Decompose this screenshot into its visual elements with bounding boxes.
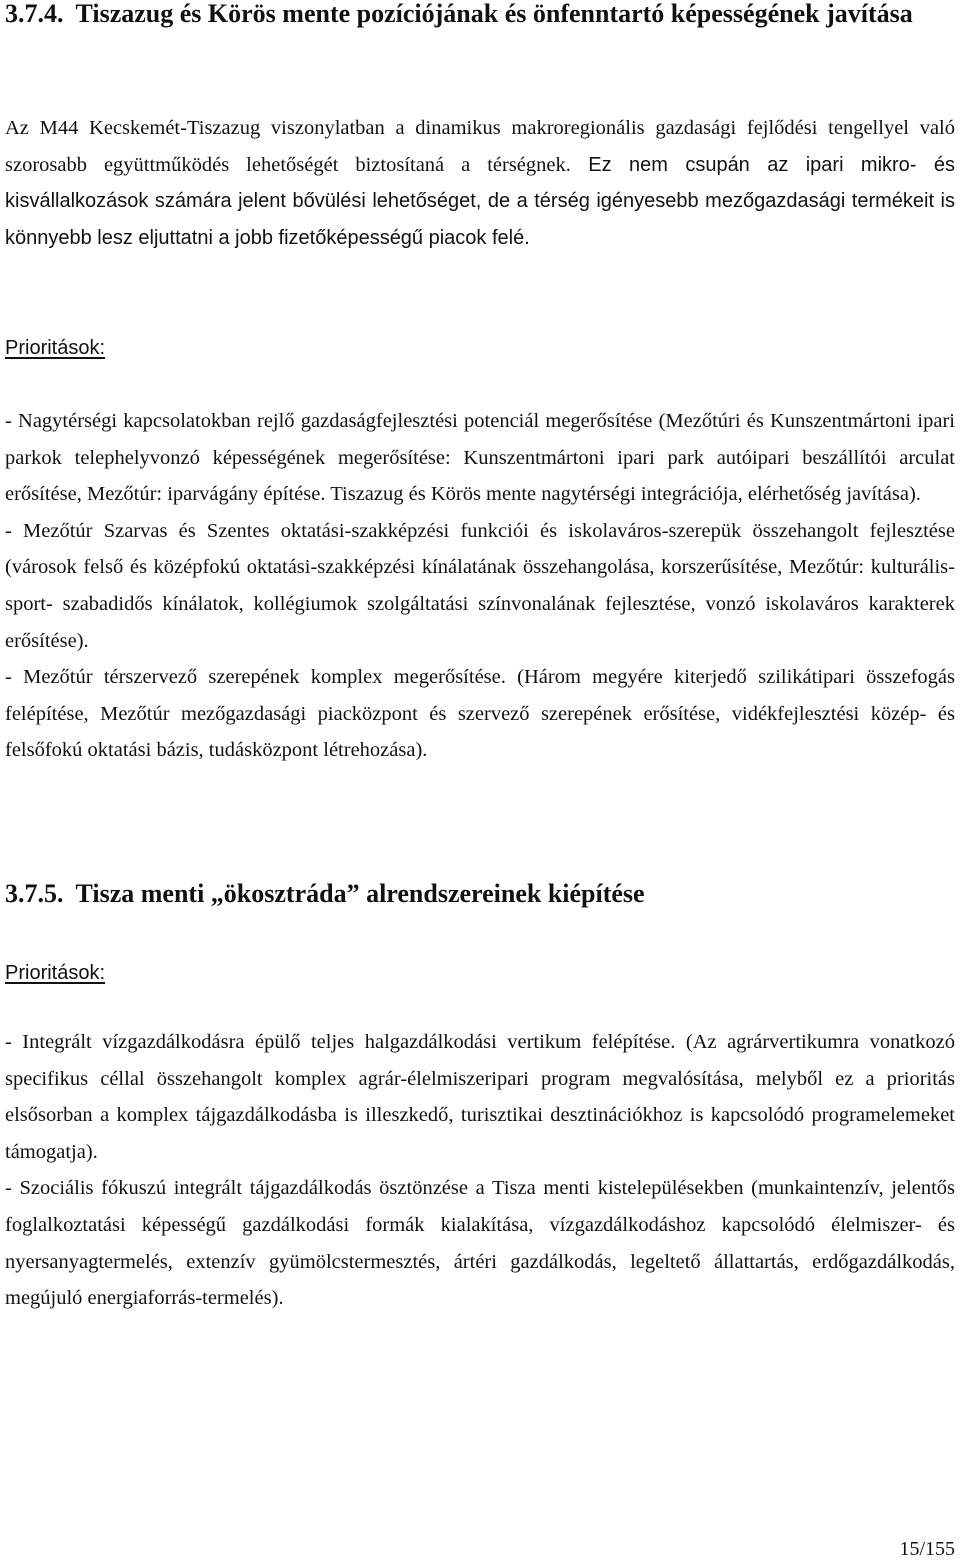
section-number: 3.7.5. — [5, 879, 64, 908]
priorities-list — [5, 1024, 955, 1317]
priorities-label: Prioritások: — [5, 337, 106, 359]
section-number: 3.7.4. — [5, 0, 64, 28]
list-item: - Integrált vízgazdálkodásra épülő teljes halgazdálkodási vertikum felépítése. (Az agrárvertikumra vonatkozó specifikus céllal összehangolt komplex agrár-élelmiszeripari program megvalósítása, melyből ez a prioritás elsősorban a komplex tájgazdálkodásba is illeszkedő, turisztikai desztinációkhoz is kapcsolódó programelemeket támogatja). — [5, 1031, 955, 1163]
priorities-list — [5, 403, 955, 769]
page-number: 15/155 — [899, 1538, 955, 1560]
list-item: - Nagytérségi kapcsolatokban rejlő gazdaságfejlesztési potenciál megerősítése (Mezőtúri és Kunszentmártoni ipari parkok telephelyvonzó képességének megerősítése: Kunszentmártoni ipari park autóipari beszállítói arculat erősítése, Mezőtúr: iparvágány építése. Tiszazug és Körös mente nagytérségi integrációja, elérhetőség javítása). — [5, 410, 955, 506]
intro-text-serif: Az M44 Kecskemét-Tiszazug viszonylatban a dinamikus makroregionális gazdasági fejlődési tengellyel való szorosabb együttműködés lehetőségét biztosítaná a térségnek. — [5, 117, 955, 176]
priorities-label: Prioritások: — [5, 962, 106, 984]
intro-text-sans: Ez nem csupán az ipari mikro- és kisvállalkozások számára jelent bővülési lehetőséget, de a térség igényesebb mezőgazdasági termékeit is könnyebb lesz eljuttatni a jobb fizetőképességű piacok felé. — [5, 153, 955, 249]
section-heading-3-7-5 — [5, 875, 955, 913]
list-item: - Mezőtúr térszervező szerepének komplex megerősítése. (Három megyére kiterjedő szilikátipari összefogás felépítése, Mezőtúr mezőgazdasági piacközpont és szervező szerepének erősítése, vidékfejlesztési közép- és felsőfokú oktatási bázis, tudásközpont létrehozása). — [5, 666, 955, 762]
list-item: - Szociális fókuszú integrált tájgazdálkodás ösztönzése a Tisza menti kistelepülésekben (munkaintenzív, jelentős foglalkoztatási képességű gazdálkodási formák kialakítása, vízgazdálkodáshoz kapcsolódó élelmiszer- és nyersanyagtermelés, extenzív gyümölcstermesztés, ártéri gazdálkodás, legeltető állattartás, erdőgazdálkodás, megújuló energiaforrás-termelés). — [5, 1177, 955, 1310]
intro-paragraph — [5, 110, 955, 256]
section-title: Tiszazug és Körös mente pozíciójának és önfenntartó képességének javítása — [75, 0, 913, 28]
list-item: - Mezőtúr Szarvas és Szentes oktatási-szakképzési funkciói és iskolaváros-szerepük összehangolt fejlesztése (városok felső és középfokú oktatási-szakképzési kínálatának összehangolása, korszerűsítése, Mezőtúr: kulturális- sport- szabadidős kínálatok, kollégiumok szolgáltatási színvonalának fejlesztése, vonzó iskolaváros karakterek erősítése). — [5, 519, 955, 652]
section-heading-3-7-4 — [5, 0, 955, 33]
section-title: Tisza menti „ökosztráda” alrendszereinek kiépítése — [75, 879, 645, 908]
